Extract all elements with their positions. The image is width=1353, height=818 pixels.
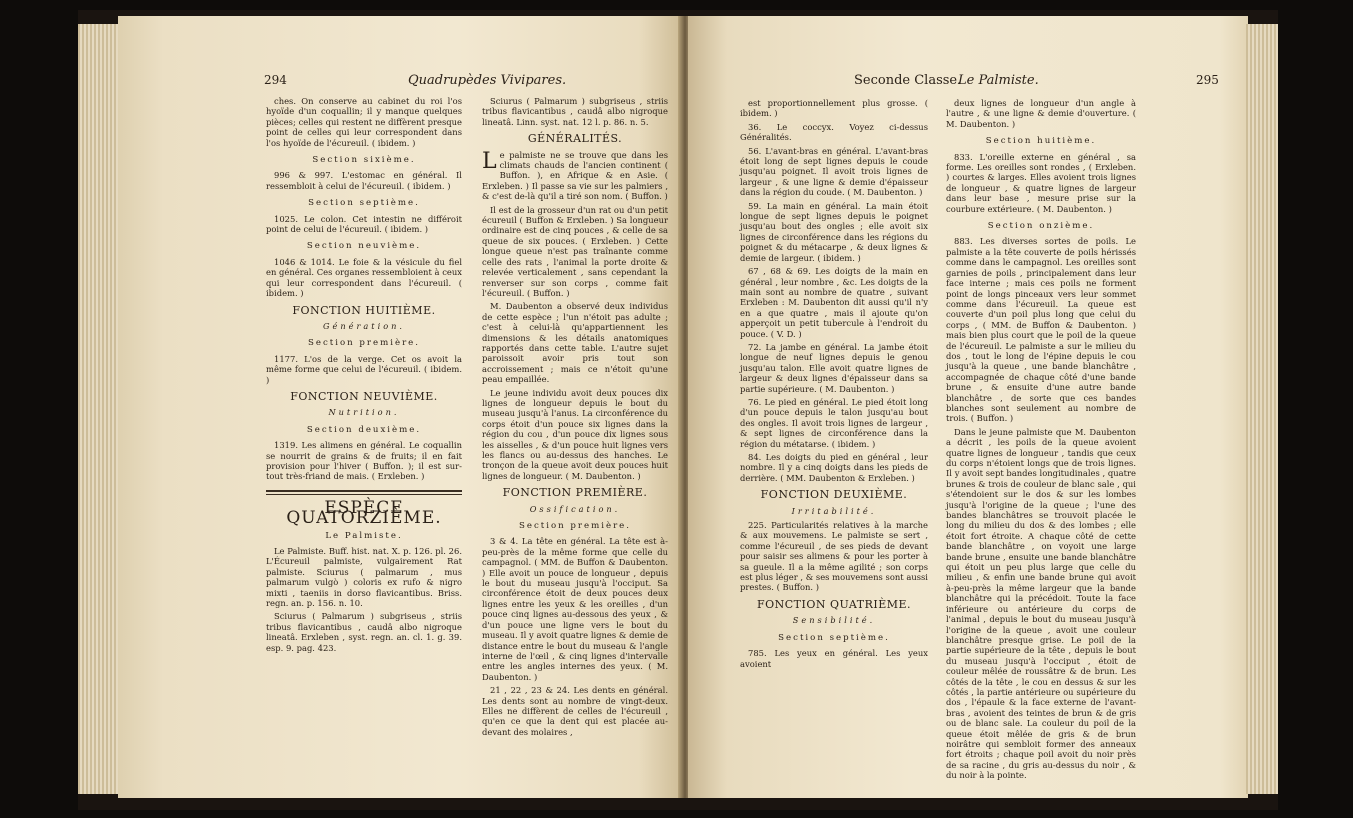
page-number-left: 294 xyxy=(264,73,287,87)
subheading: Sensibilité. xyxy=(792,615,876,626)
left-page xyxy=(118,16,684,798)
function-heading: GÉNÉRALITÉS. xyxy=(527,132,623,146)
section-heading: Section neuvième. xyxy=(306,241,422,252)
section-heading: Section première. xyxy=(518,521,632,532)
paragraph: Le Palmiste. Buff. hist. nat. X. p. 126. pl. 26. L'Écureuil palmiste, vulgairement Rat palmiste. Sciurus ( palmarum , mus palmarum vulgò ) coloris ex rufo & nigro mixti , taeniis in dorso flavicantibus. Briss. regn. an. p. 156. n. 10. xyxy=(266,546,462,609)
subheading: Ossification. xyxy=(529,503,621,514)
paragraph: 56. L'avant-bras en général. L'avant-bras étoit long de sept lignes depuis le coude jusqu'au poignet. Il avoit trois lignes de largeur , & une ligne & demie d'épaisseur dans la région du coude. ( M. Daubenton. ) xyxy=(740,145,928,198)
section-heading: Section huitième. xyxy=(985,136,1097,147)
function-heading: FONCTION NEUVIÈME. xyxy=(290,389,438,403)
open-book xyxy=(78,10,1278,810)
paragraph: M. Daubenton a observé deux individus de cette espèce ; l'un n'étoit pas adulte ; c'est à celui-là qu'appartiennent les dimensions & les détails anatomiques rapportés dans cette table. L'autre sujet paroissoit avoir pris tout son accroissement ; mais ce n'étoit qu'une peau empaillée. xyxy=(482,301,668,385)
paragraph: 72. La jambe en général. La jambe étoit longue de neuf lignes depuis le genou jusqu'au talon. Elle avoit quatre lignes de largeur & deux lignes d'épaisseur dans sa partie supérieure. ( M. Daubenton. ) xyxy=(740,341,928,394)
paragraph: 1025. Le colon. Cet intestin ne différoit point de celui de l'écureuil. ( ibidem. ) xyxy=(266,213,462,235)
paragraph: 883. Les diverses sortes de poils. Le palmiste a la tête couverte de poils hérissés comme dans le campagnol. Les oreilles sont garnies de poils , principalement dans leur face interne ; mais ces poils ne forment point de longs pinceaux vers leur sommet comme dans l'écureuil. La queue est couverte d'un poil plus long que celui du corps , ( MM. de Buffon & Daubenton. ) mais bien plus court que le poil de la queue de l'écureuil. Le palmiste a sur le milieu du dos , tout le long de l'épine depuis le cou jusqu'à la queue , une bande blanchâtre , accompagnée de chaque côté d'une bande brune , & ensuite d'une autre bande blanchâtre , de sorte que ces bandes blanches sont seulement au nombre de trois. ( Buffon. ) xyxy=(946,236,1136,424)
paragraph: 785. Les yeux en général. Les yeux avoient xyxy=(740,648,928,669)
paragraph: 1046 & 1014. Le foie & la vésicule du fiel en général. Ces organes ressembloient à ceux qui leur correspondent dans l'écureuil. ( ibidem. ) xyxy=(266,256,462,299)
paragraph: 21 , 22 , 23 & 24. Les dents en général. Les dents sont au nombre de vingt-deux. Elles ne diffèrent de celles de l'écureuil , qu'en ce que la dent qui est placée au-devant des molaires , xyxy=(482,685,668,737)
paragraph: 996 & 997. L'estomac en général. Il ressembloit à celui de l'écureuil. ( ibidem. ) xyxy=(266,170,462,191)
drop-cap: L xyxy=(482,148,497,174)
section-heading: Section première. xyxy=(307,338,421,349)
section-heading: Le Palmiste. xyxy=(325,530,403,541)
running-head-right: Le Palmiste. xyxy=(958,73,1039,88)
paragraph: 3 & 4. La tête en général. La tête est à-peu-près de la même forme que celle du campagnol. ( MM. de Buffon & Daubenton. ) Elle avoit un pouce de longueur , depuis le bout du museau jusqu'à l'occiput. Sa circonférence étoit de deux pouces deux lignes entre les yeux & les oreilles , d'un pouce cinq lignes au-dessous des yeux , & d'un pouce une ligne vers le bout du museau. Il y avoit quatre lignes & demie de distance entre le bout du museau & l'angle interne de l'œil , & cinq lignes d'intervalle entre les angles internes des yeux. ( M. Daubenton. ) xyxy=(482,536,668,682)
paragraph: Il est de la grosseur d'un rat ou d'un petit écureuil ( Buffon & Erxleben. ) Sa longueur ordinaire est de cinq pouces , & celle de sa queue de six pouces. ( Erxleben. ) Cette longue queue n'est pas traînante comme celle des rats , l'animal la porte droite & relevée verticalement , sans cependant la renverser sur son corps , comme fait l'écureuil. ( Buffon. ) xyxy=(482,204,668,298)
right-page-edges xyxy=(1246,24,1278,794)
page-number-right: 295 xyxy=(1196,73,1219,87)
running-head-class: Seconde Classe. xyxy=(854,73,962,88)
right-page xyxy=(688,16,1248,798)
left-column-2 xyxy=(482,96,668,740)
paragraph: Sciurus ( Palmarum ) subgriseus , striis tribus flavicantibus , caudâ albo nigroque lineatâ. Linn. syst. nat. 12 l. p. 86. n. 5. xyxy=(482,96,668,127)
function-heading: FONCTION DEUXIÈME. xyxy=(760,488,908,502)
paragraph: deux lignes de longueur d'un angle à l'autre , & une ligne & demie d'ouverture. ( M. Daubenton. ) xyxy=(946,98,1136,129)
subheading: Génération. xyxy=(322,320,405,331)
paragraph: 67 , 68 & 69. Les doigts de la main en général , leur nombre , &c. Les doigts de la main sont au nombre de quatre , suivant Erxleben : M. Daubenton dit aussi qu'il n'y en a que quatre , mais il ajoute qu'on apperçoit un petit tubercule à l'endroit du pouce. ( V. D. ) xyxy=(740,266,928,339)
paragraph: ches. On conserve au cabinet du roi l'os hyoïde d'un coquallin; il y manque quelques pièces; celles qui restent ne diffèrent presque point de celles qui leur correspondent dans l'os hyoïde de l'écureuil. ( ibidem. ) xyxy=(266,96,462,148)
function-heading: FONCTION PREMIÈRE. xyxy=(502,486,648,500)
right-column-1 xyxy=(740,98,928,672)
subheading: Nutrition. xyxy=(328,407,400,418)
paragraph xyxy=(482,150,668,202)
paragraph: 59. La main en général. La main étoit longue de sept lignes depuis le poignet jusqu'au bout des ongles ; elle avoit six lignes de circonférence dans les régions du poignet & du métacarpe , & deux lignes & demie de largeur. ( ibidem. ) xyxy=(740,200,928,263)
paragraph: 225. Particularités relatives à la marche & aux mouvemens. Le palmiste se sert , comme l'écureuil , de ses pieds de devant pour saisir ses alimens & pour les porter à sa gueule. Il a la même agilité ; son corps est plus léger , & ses mouvemens sont aussi prestes. ( Buffon. ) xyxy=(740,520,928,593)
section-heading: Section sixième. xyxy=(312,155,416,166)
function-heading: FONCTION QUATRIÈME. xyxy=(756,597,912,611)
section-heading: Section onzième. xyxy=(987,221,1095,232)
paragraph: 84. Les doigts du pied en général , leur nombre. Il y a cinq doigts dans les pieds de derrière. ( MM. Daubenton & Erxleben. ) xyxy=(740,452,928,483)
paragraph: 833. L'oreille externe en général , sa forme. Les oreilles sont rondes , ( Erxleben. ) courtes & larges. Elles avoient trois lignes de longueur , & quatre lignes de largeur dans leur base , mesure prise sur la courbure extérieure. ( M. Daubenton. ) xyxy=(946,151,1136,214)
section-heading: Section septième. xyxy=(778,632,890,643)
subheading: Irritabilité. xyxy=(791,505,877,516)
double-rule xyxy=(266,490,462,495)
paragraph: 76. Le pied en général. Le pied étoit long d'un pouce depuis le talon jusqu'au bout des ongles. Il avoit trois lignes de largeur , & sept lignes de circonférence dans la région du métatarse. ( ibidem. ) xyxy=(740,396,928,449)
paragraph: Sciurus ( Palmarum ) subgriseus , striis tribus flavicantibus , caudâ albo nigroque lineatâ. Erxleben , syst. regn. an. cl. 1. g. 39. esp. 9. pag. 423. xyxy=(266,611,462,653)
paragraph: 1177. L'os de la verge. Cet os avoit la même forme que celui de l'écureuil. ( ibidem. ) xyxy=(266,353,462,385)
paragraph: est proportionnellement plus grosse. ( ibidem. ) xyxy=(740,98,928,119)
paragraph: Dans le jeune palmiste que M. Daubenton a décrit , les poils de la queue avoient quatre lignes de longueur , tandis que ceux du corps n'étoient longs que de trois lignes. Il y avoit sept bandes longitudinales , quatre brunes & trois de couleur de blanc sale , qui s'étendoient sur le dos & sur les lombes jusqu'à l'origine de la queue ; l'une des bandes blanchâtres se trouvoit placée le long du milieu du dos & des lombes ; elle étoit fort étroite. A chaque côté de cette bande blanchâtre , on voyoit une large bande brune , ensuite une bande blanchâtre qui étoit un peu plus large que celle du milieu , & enfin une bande brune qui avoit à-peu-près la même largeur que la bande blanchâtre qui la précédoit. Toute la face inférieure ou antérieure du corps de l'animal , depuis le bout du museau jusqu'à l'origine de la queue , avoit une couleur blanchâtre presque grise. Le poil de la partie supérieure de la tête , depuis le bout du museau jusqu'à l'occiput , étoit de couleur mêlée de roussâtre & de brun. Les côtés de la tête , le cou en dessus & sur les côtés , la partie antérieure ou supérieure du dos , l'épaule & la face externe de l'avant-bras , avoient des teintes de brun & de gris ou de blanc sale. La couleur du poil de la queue étoit mêlée de gris & de brun noirâtre qui sembloit former des anneaux fort étroits ; chaque poil avoit du noir près de sa racine , du gris au-dessus du noir , & du noir à la pointe. xyxy=(946,426,1136,781)
left-column-1 xyxy=(266,96,462,656)
paragraph: Le jeune individu avoit deux pouces dix lignes de longueur depuis le bout du museau jusqu'à l'anus. La circonférence du corps étoit d'un pouce six lignes dans la région du cou , d'un pouce dix lignes sous les aisselles , & d'un pouce huit lignes vers les flancs ou au-dessus des hanches. Le tronçon de la queue avoit deux pouces huit lignes de longueur. ( M. Daubenton. ) xyxy=(482,387,668,481)
drop-paragraph-text: e palmiste ne se trouve que dans les climats chauds de l'ancien continent ( Buffon. ), en Afrique & en Asie. ( Erxleben. ) Il passe sa vie sur les palmiers , & c'est de-là qu'il a tiré son nom. ( Buffon. ) xyxy=(482,149,668,202)
right-column-2 xyxy=(946,98,1136,784)
function-heading: FONCTION HUITIÈME. xyxy=(292,303,436,317)
section-heading: Section septième. xyxy=(308,198,420,209)
left-page-edges xyxy=(78,24,120,794)
paragraph: 36. Le coccyx. Voyez ci-dessus Généralités. xyxy=(740,121,928,143)
section-heading: Section deuxième. xyxy=(306,424,422,435)
paragraph: 1319. Les alimens en général. Le coquallin se nourrit de grains & de fruits; il en fait provision pour l'hiver ( Buffon. ); il est sur-tout très-friand de mais. ( Erxleben. ) xyxy=(266,440,462,482)
species-heading: ESPÈCE QUATORZIÈME. xyxy=(286,497,442,529)
running-head-left: Quadrupèdes Vivipares. xyxy=(408,73,567,88)
